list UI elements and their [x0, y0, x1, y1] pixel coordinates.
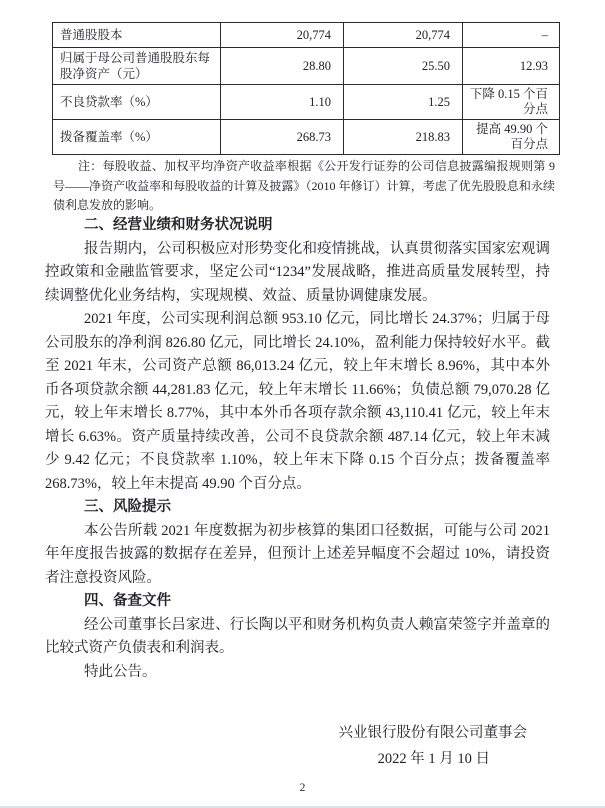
announcement-body	[45, 214, 550, 684]
page-number: 2	[299, 782, 306, 794]
table-row	[53, 23, 560, 48]
metric-prior-value: 218.83	[344, 120, 463, 155]
table-row	[53, 48, 560, 85]
section-title-documents: 四、备查文件	[84, 593, 171, 609]
metric-prior-value: 1.25	[344, 85, 463, 120]
table-row	[53, 120, 560, 155]
signature-company: 兴业银行股份有限公司董事会	[338, 725, 527, 741]
metric-label: 不良贷款率（%）	[53, 85, 221, 120]
paragraph-documents: 经公司董事长吕家进、行长陶以平和财务机构负责人赖富荣签字并盖章的比较式资产负债表和利润表。	[45, 616, 550, 656]
section-title-risk: 三、风险提示	[84, 499, 171, 515]
metric-current-value: 28.80	[221, 48, 344, 85]
metric-change-value: 12.93	[463, 48, 560, 85]
metric-label: 普通股股本	[53, 23, 221, 48]
paragraph-risk-notice: 本公告所载 2021 年度数据为初步核算的集团口径数据，可能与公司 2021 年年度报告披露的数据存在差异，但预计上述差异幅度不会超过 10%，请投资者注意投资风险。	[45, 522, 550, 586]
metric-change-value: 提高 49.90 个百分点	[463, 120, 560, 155]
table-footnote: 注：每股收益、加权平均净资产收益率根据《公开发行证券的公司信息披露编报规则第 9 号——净资产收益率和每股收益的计算及披露》（2010 年修订）计算，考虑了优先股股息和永续债利息发放的影响。	[53, 159, 555, 212]
closing-statement: 特此公告。	[84, 663, 157, 680]
section-title-business: 二、经营业绩和财务状况说明	[84, 217, 273, 233]
metric-current-value: 20,774	[221, 23, 344, 48]
financial-metrics-table	[52, 22, 560, 155]
table-row	[53, 85, 560, 120]
metric-change-value: 下降 0.15 个百分点	[463, 85, 560, 120]
metric-prior-value: 25.50	[344, 48, 463, 85]
paragraph-business-results: 2021 年度，公司实现利润总额 953.10 亿元，同比增长 24.37%；归属于母公司股东的净利润 826.80 亿元，同比增长 24.10%，盈利能力保持较好水平。截至 2021 年末，公司资产总额 86,013.24 亿元，较上年末增长 8.96%，其中本外币各项贷款余额 44,281.83 亿元，较上年末增长 11.66%；负债总额 79,070.28 亿元，较上年末增长 8.77%，其中本外币各项存款余额 43,110.41 亿元，较上年末增长 6.63%。资产质量持续改善，公司不良贷款余额 487.14 亿元，较上年末减少 9.42 亿元；不良贷款率 1.10%，较上年末下降 0.15 个百分点；拨备覆盖率 268.73%，较上年末提高 49.90 个百分点。	[45, 311, 550, 492]
metric-change-value: –	[463, 23, 560, 48]
signature-date: 2022 年 1 月 10 日	[377, 751, 490, 767]
metric-current-value: 268.73	[221, 120, 344, 155]
metric-label: 拨备覆盖率（%）	[53, 120, 221, 155]
metric-current-value: 1.10	[221, 85, 344, 120]
paragraph-business-overview: 报告期内，公司积极应对形势变化和疫情挑战，认真贯彻落实国家宏观调控政策和金融监管要求，坚定公司“1234”发展战略，推进高质量发展转型，持续调整优化业务结构，实现规模、效益、质量协调健康发展。	[45, 240, 550, 304]
metric-label: 归属于母公司普通股股东每股净资产（元）	[53, 48, 221, 85]
metric-prior-value: 20,774	[344, 23, 463, 48]
